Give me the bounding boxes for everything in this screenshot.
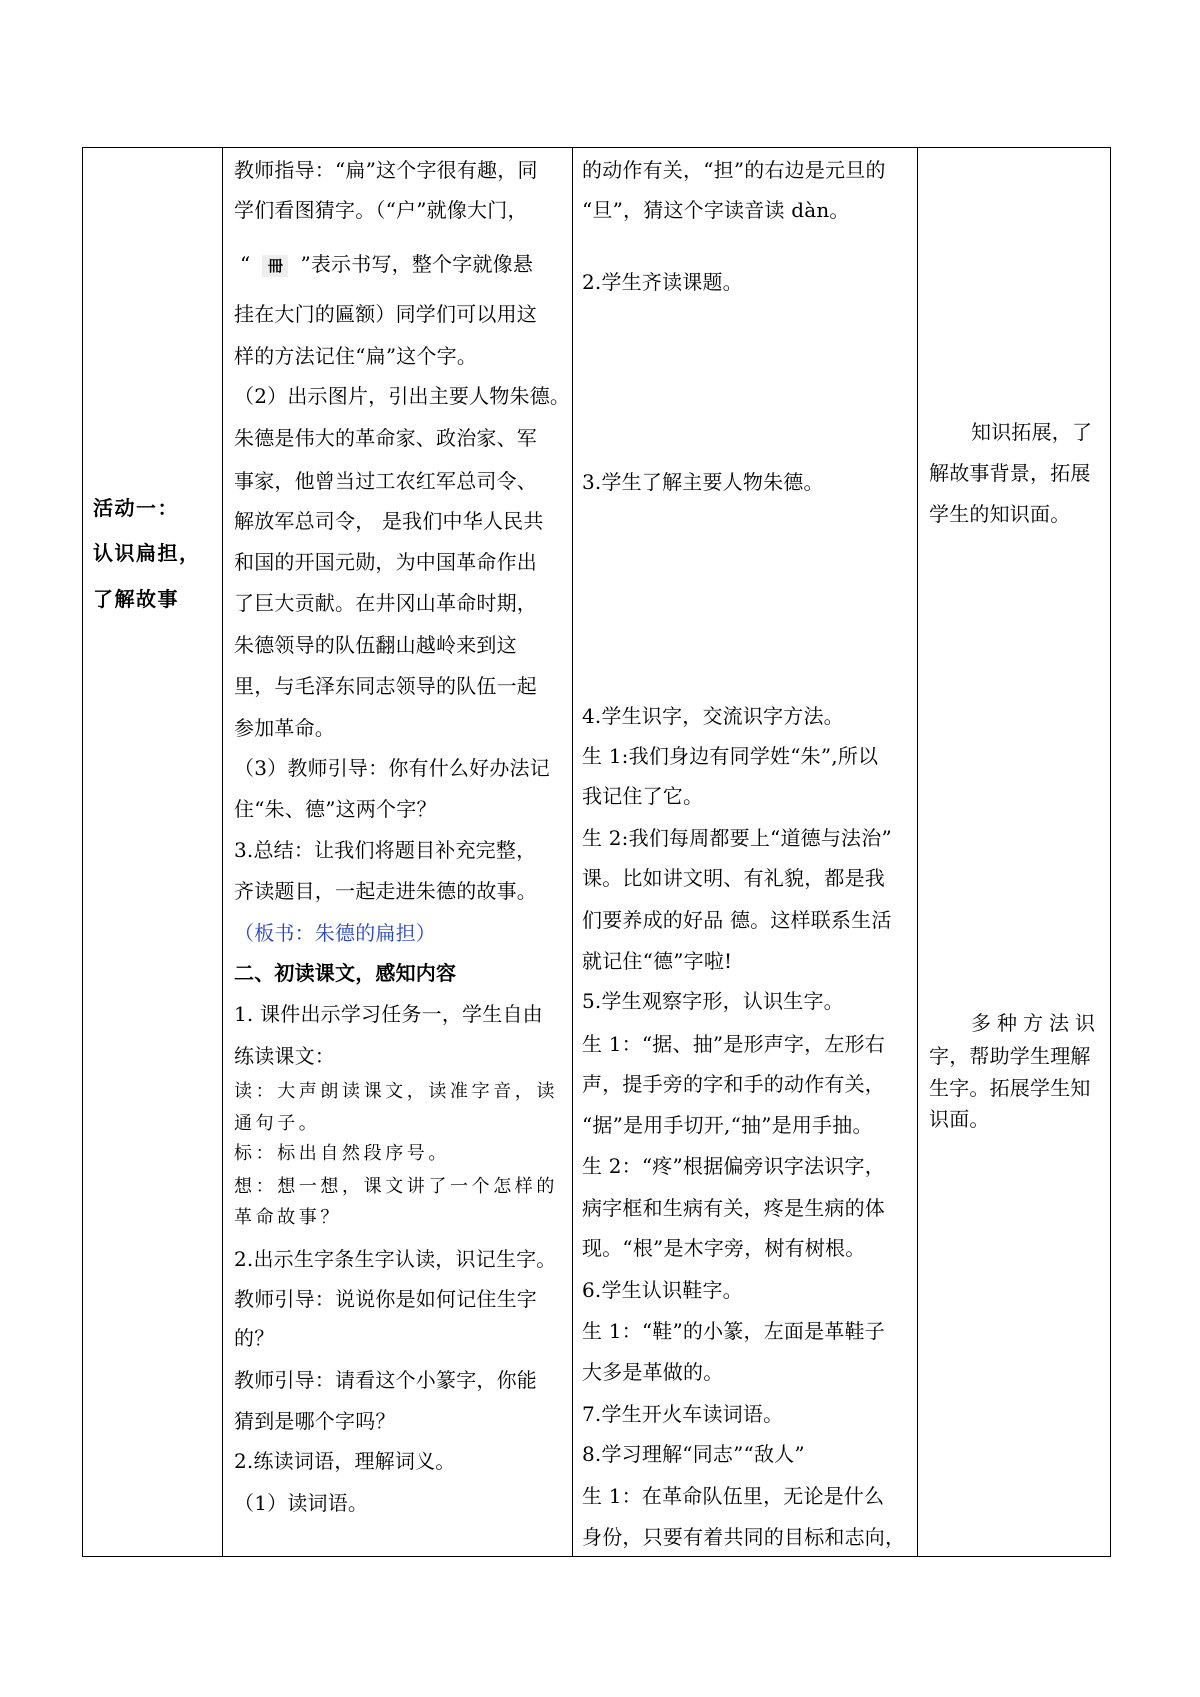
teacher-line: 样的方法记住“扁”这个字。	[234, 344, 478, 368]
teacher-line: 学们看图猜字。（“户”就像大门，	[234, 198, 528, 222]
intent-line: 生字。拓展学生知	[929, 1076, 1091, 1100]
intent-line: 知识拓展，了	[971, 420, 1093, 444]
intent-line: 解故事背景，拓展	[929, 461, 1091, 485]
teacher-line: 1. 课件出示学习任务一，学生自由	[234, 1002, 543, 1026]
open-quote: “	[240, 252, 251, 276]
teacher-line: 挂在大门的匾额）同学们可以用这	[234, 302, 537, 326]
teacher-line: 事家，他曾当过工农红军总司令、	[234, 469, 537, 493]
teacher-line-with-image	[234, 251, 533, 277]
student-line: 3.学生了解主要人物朱德。	[582, 470, 824, 494]
activity-title-line: 了解故事	[93, 587, 179, 611]
intent-line: 字，帮助学生理解	[929, 1044, 1091, 1068]
student-line: 我记住了它。	[582, 784, 704, 808]
student-line: “据”是用手切开,“抽”是用手抽。	[582, 1113, 873, 1137]
student-line: “旦”，猜这个字读音读 dàn。	[582, 198, 850, 222]
student-line: 8.学习理解“同志”“敌人”	[582, 1442, 805, 1466]
teacher-line: 教师引导：说说你是如何记住生字	[234, 1287, 537, 1311]
teacher-line: 齐读题目，一起走进朱德的故事。	[234, 879, 537, 903]
student-line: 病字框和生病有关，疼是生病的体	[582, 1196, 885, 1220]
task-instruction-line: 标：标出自然段序号。	[234, 1143, 450, 1164]
teacher-line: 的？	[234, 1326, 275, 1350]
board-note: （板书：朱德的扁担）	[234, 921, 436, 945]
student-line: 大多是革做的。	[582, 1360, 724, 1384]
teacher-line: （2）出示图片，引出主要人物朱德。	[234, 384, 571, 408]
intent-line: 识面。	[929, 1107, 990, 1131]
student-line: 声，提手旁的字和手的动作有关，	[582, 1072, 885, 1096]
student-line: 生 2：“疼”根据偏旁识字法识字，	[582, 1154, 885, 1178]
student-line: 6.学生认识鞋字。	[582, 1278, 743, 1302]
activity-title-line: 认识扁担，	[93, 541, 201, 565]
task-instruction-line: 读：大声朗读课文，读准字音，读	[234, 1081, 558, 1102]
teacher-line: 解放军总司令， 是我们中华人民共	[234, 509, 544, 533]
activity-label: 活动一：	[93, 496, 179, 520]
section-heading: 二、初读课文，感知内容	[234, 961, 457, 985]
task-instruction-line: 通句子。	[234, 1113, 321, 1134]
teacher-line: 教师引导：请看这个小篆字，你能	[234, 1368, 537, 1392]
teacher-line: 里，与毛泽东同志领导的队伍一起	[234, 674, 537, 698]
student-line: 身份，只要有着共同的目标和志向，	[582, 1525, 906, 1549]
student-line: 生 1：“鞋”的小篆，左面是革鞋子	[582, 1319, 885, 1343]
teacher-line: 3.总结：让我们将题目补充完整，	[234, 838, 537, 862]
student-line: 5.学生观察字形，认识生字。	[582, 989, 844, 1013]
character-image: 冊	[262, 255, 288, 277]
student-activity-cell	[572, 148, 917, 1556]
teacher-line: 参加革命。	[234, 716, 335, 740]
student-line: 的动作有关，“担”的右边是元旦的	[582, 158, 886, 182]
teacher-line: 猜到是哪个字吗？	[234, 1409, 396, 1433]
student-line: 生 1：在革命队伍里，无论是什么	[582, 1484, 885, 1508]
teacher-line: 练读课文：	[234, 1044, 335, 1068]
teacher-line: 教师指导：“扁”这个字很有趣，同	[234, 158, 538, 182]
teacher-line: （1）读词语。	[234, 1491, 369, 1515]
student-line: 4.学生识字，交流识字方法。	[582, 704, 844, 728]
design-intent-cell	[917, 148, 1109, 1556]
student-line: 现。“根”是木字旁，树有树根。	[582, 1236, 866, 1260]
student-line: 课。比如讲文明、有礼貌，都是我	[582, 866, 885, 890]
teacher-line: 了巨大贡献。在井冈山革命时期，	[234, 591, 537, 615]
teacher-line-text: ”表示书写，整个字就像悬	[300, 252, 534, 276]
activity-cell	[83, 148, 222, 1556]
intent-line: 多种方法识	[971, 1011, 1101, 1035]
student-line: 生 1:我们身边有同学姓“朱”,所以	[582, 744, 879, 768]
teacher-line: 2.出示生字条生字认读，识记生字。	[234, 1247, 557, 1271]
student-line: 7.学生开火车读词语。	[582, 1402, 784, 1426]
teacher-line: 朱德是伟大的革命家、政治家、军	[234, 426, 537, 450]
teacher-line: （3）教师引导：你有什么好办法记	[234, 756, 550, 780]
student-line: 就记住“德”字啦!	[582, 949, 733, 973]
task-instruction-line: 想：想一想，课文讲了一个怎样的	[234, 1176, 558, 1197]
task-instruction-line: 革命故事？	[234, 1207, 342, 1228]
teacher-line: 朱德领导的队伍翻山越岭来到这	[234, 633, 517, 657]
student-line: 生 2:我们每周都要上“道德与法治”	[582, 826, 892, 850]
intent-line: 学生的知识面。	[929, 502, 1071, 526]
student-line: 生 1：“据、抽”是形声字，左形右	[582, 1032, 885, 1056]
teacher-line: 和国的开国元勋，为中国革命作出	[234, 550, 537, 574]
student-line: 们要养成的好品 德。这样联系生活	[582, 908, 892, 932]
lesson-plan-table	[82, 147, 1111, 1557]
student-line: 2.学生齐读课题。	[582, 270, 743, 294]
teacher-activity-cell	[222, 148, 572, 1556]
teacher-line: 2.练读词语，理解词义。	[234, 1449, 456, 1473]
teacher-line: 住“朱、德”这两个字？	[234, 797, 437, 821]
